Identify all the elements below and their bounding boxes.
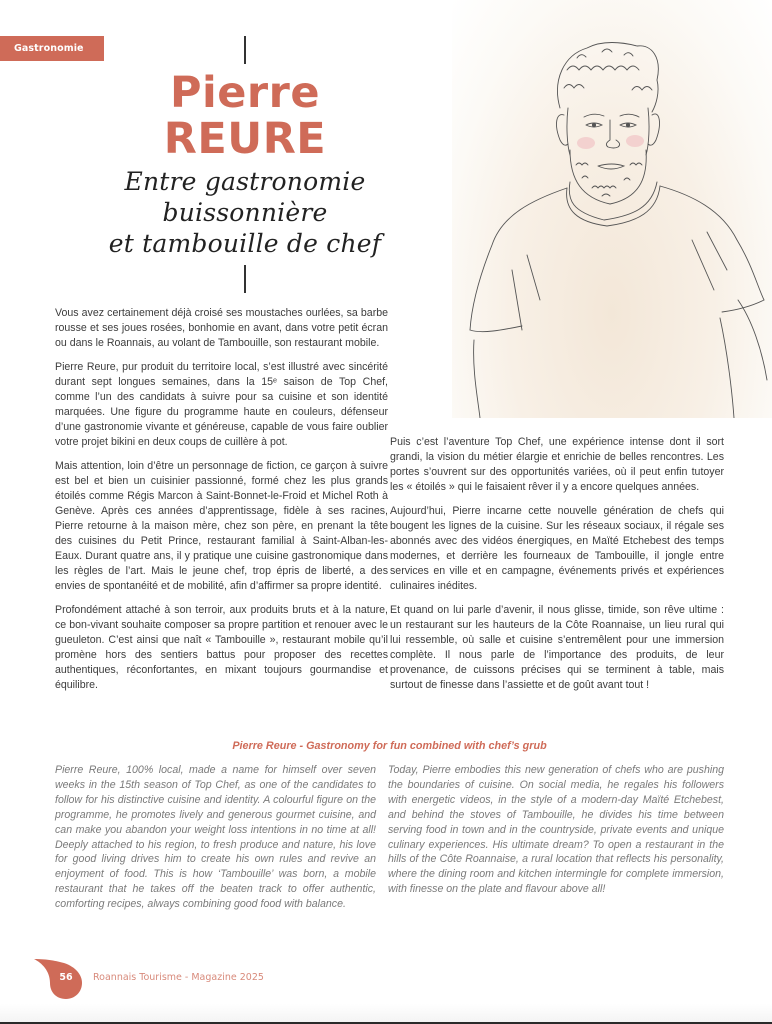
title-divider-bottom [244,265,246,293]
title-block [40,36,450,293]
paragraph: Vous avez certainement déjà croisé ses moustaches ourlées, sa barbe rousse et ses joues rosées, bonhomie en avant, dans votre petit écran ou dans le Roannais, au volant de Tambouille, son restaurant mobile. [55,307,388,349]
paragraph: Profondément attaché à son terroir, aux produits bruts et à la nature, ce bon-vivant souhaite composer sa propre partition et renouer avec le gueuleton. C’est ainsi que naît « Tambouille », restaurant mobile qu’il promène hors des sentiers battus pour proposer des recettes authentiques, réconfortantes, en mixant toujours gourmandise et équilibre. [55,604,388,691]
english-column-right: Today, Pierre embodies this new generation of chefs who are pushing the boundaries of cuisine. On social media, he regales his followers with energetic videos, in the style of a modern-day Maïté Etchebest, and behind the stoves of Tambouille, he divides his time between serving food in town and in the countryside, private events and unique culinary experiences. His ultimate dream? To open a restaurant in the hills of the Côte Roannaise, a rural location that reflects his personality, where the dining room and kitchen intermingle for complete immersion, with finesse on the plate and flavour above all! [388,764,724,896]
paragraph: Et quand on lui parle d’avenir, il nous glisse, timide, son rêve ultime : un restaurant sur les hauteurs de la Côte Roannaise, un lieu rural qui lui ressemble, où salle et cuisine s’entremêlent pour une immersion complète. Il nous parle de l’importance des produits, de leur provenance, de cuissons précises qui se terminent à table, mais surtout de finesse dans l’assiette et de goût avant tout ! [390,604,724,691]
section-tag-label: Gastronomie [14,43,84,54]
paragraph: Aujourd’hui, Pierre incarne cette nouvelle génération de chefs qui bougent les lignes de la cuisine. Sur les réseaux sociaux, il régale ses abonnés avec des vidéos énergiques, en Maïté Etchebest des temps modernes, et derrière les fourneaux de Tambouille, il jongle entre services en ville et en campagne, événements privés et expériences culinaires inédites. [390,505,724,592]
subtitle-line-1: Entre gastronomie buissonnière [124,167,366,227]
paragraph: Mais attention, loin d’être un personnage de fiction, ce garçon à suivre est bel et bien un cuisinier passionné, formé chez les plus grands étoilés comme Régis Marcon à Saint-Bonnet-le-Froid et Michel Roth à Genève. Après ces années d’apprentissage, fidèle à ses racines, Pierre retourne à la maison mère, chez son père, en prenant la tête des cuisines du Petit Prince, restaurant familial à Saint-Alban-les-Eaux. Durant quatre ans, il y pratique une cuisine gastronomique dans les règles de l’art. Mais le jeune chef, trop épris de liberté, a des envies de spontanéité et de mobilité, afin d’affirmer sa propre identité. [55,460,388,592]
title-last-name: REURE [163,114,327,164]
english-section-title: Pierre Reure - Gastronomy for fun combined with chef’s grub [232,740,547,752]
paragraph: Pierre Reure, pur produit du territoire local, s’est illustré avec sincérité durant sept longues semaines, dans la 15ᵉ saison de Top Chef, comme l’un des candidats à suivre pour sa cuisine et son identité marquées. Une figure du programme haute en couleurs, défenseur d’une gastronomie vivante et généreuse, capable de vous faire oublier votre projet bikini en deux coups de cuillère à pot. [55,361,388,448]
page-number: 56 [59,972,73,983]
article-column-left [55,306,388,702]
subtitle-line-2: et tambouille de chef [108,229,382,258]
page-bottom-shade [0,1004,772,1022]
paragraph: Puis c’est l’aventure Top Chef, une expérience intense dont il sort grandi, la vision du métier élargie et enrichie de belles rencontres. Les portes s’ouvrent sur des opportunités variées, où il peut enfin tutoyer les « étoilés » qui le faisaient rêver il y a encore quelques années. [390,436,724,493]
title-first-name: Pierre [170,68,320,118]
publication-name: Roannais Tourisme - Magazine 2025 [93,972,264,983]
english-column-left: Pierre Reure, 100% local, made a name for himself over seven weeks in the 15th season of Top Chef, as one of the candidates to follow for his distinctive cuisine and identity. A colourful figure on the programme, he promotes lively and generous gourmet cuisine, and can make you abandon your weight loss intentions in no time at all! Deeply attached to his region, to fresh produce and nature, his love for good living drives him to create his own rules and revive an enjoyment of food. This is how ‘Tambouille’ was born, a mobile restaurant that he takes off the beaten track to offer authentic, comforting recipes, always combining good food with balance. [55,764,376,911]
portrait-illustration [452,0,772,418]
subtitle [40,166,450,259]
article-column-right [390,435,724,702]
portrait-sketch-icon [452,0,772,418]
title-divider-top [244,36,246,64]
